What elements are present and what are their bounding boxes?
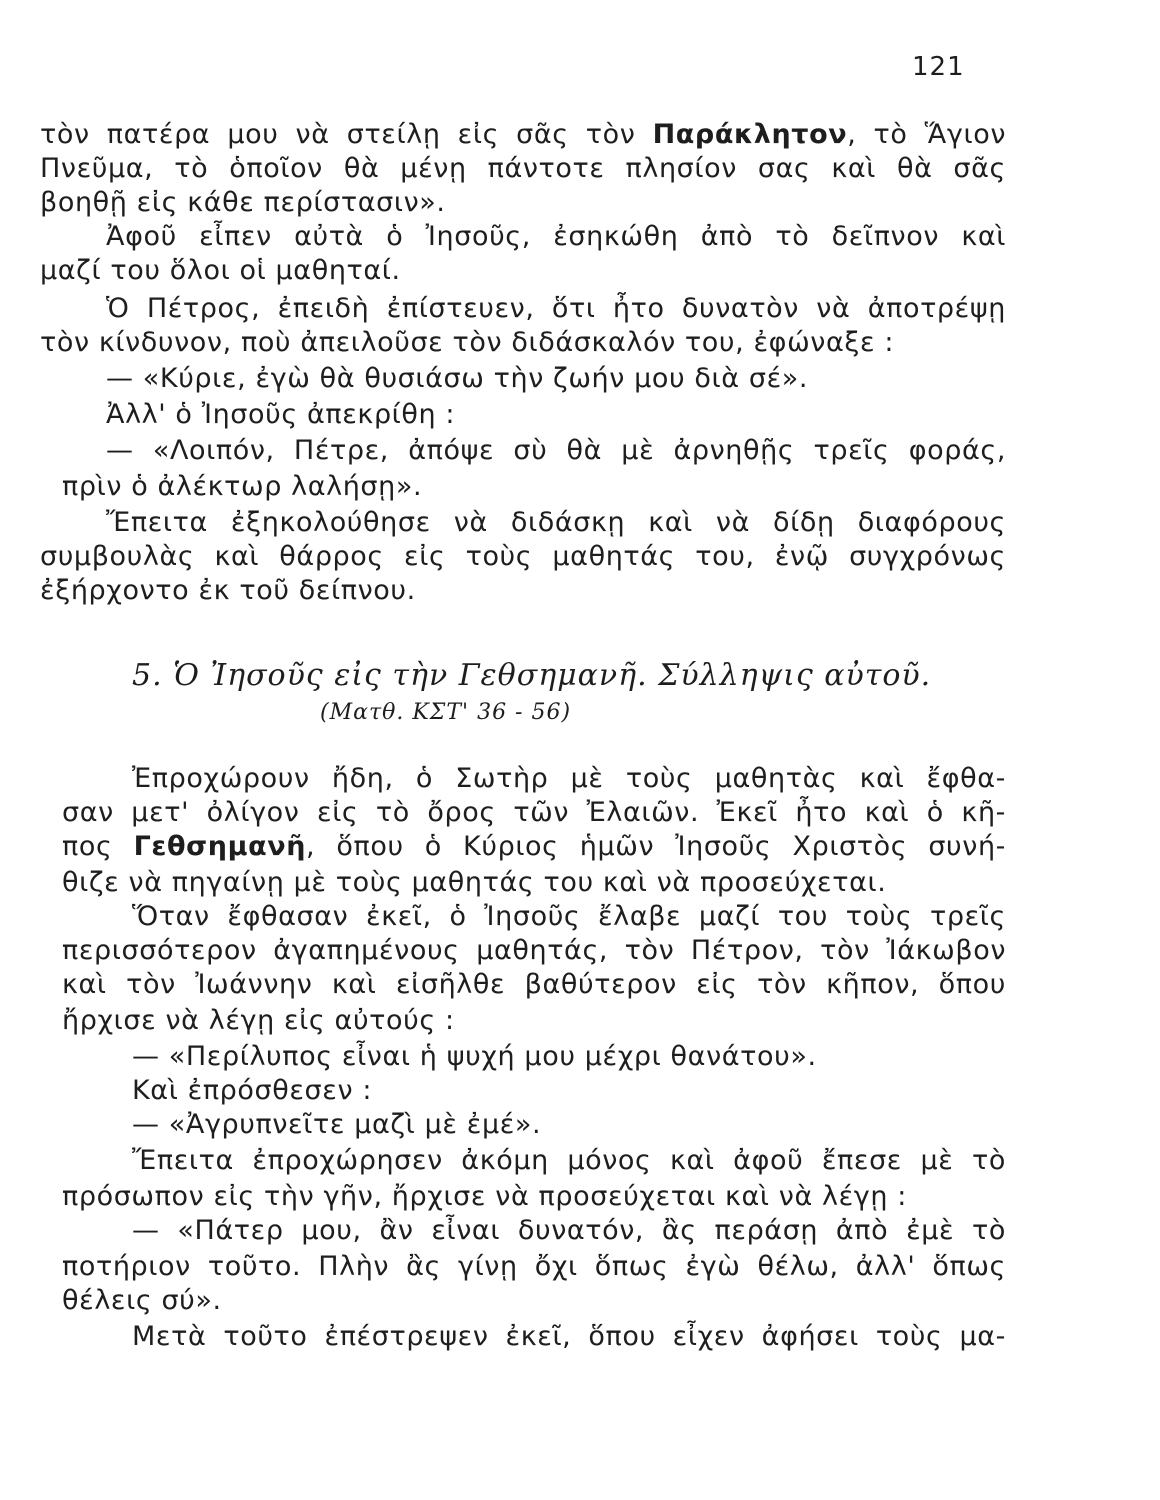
text-segment: Ἔπειτα ἐπροχώρησεν ἀκόμη μόνος καὶ ἀφοῦ ἔπεσε μὲ τὸ (132, 1145, 1006, 1176)
text-segment: — «Πάτερ μου, ἂν εἶναι δυνατόν, ἂς περάσῃ ἀπὸ ἐμὲ τὸ (132, 1215, 1006, 1246)
dialogue-line (132, 1040, 817, 1074)
bold-term-parakletos: Παράκλητον (652, 119, 848, 150)
text-segment: θιζε νὰ πηγαίνῃ μὲ τοὺς μαθητάς του καὶ νὰ προσεύχεται. (62, 867, 887, 898)
text-line (62, 1250, 1006, 1284)
text-segment: — «Ἀγρυπνεῖτε μαζὶ μὲ ἐμέ». (132, 1109, 542, 1140)
text-line (62, 830, 1006, 864)
text-segment: , τὸ Ἅγιον (847, 119, 1006, 150)
text-line (132, 1320, 1006, 1354)
text-line (132, 762, 1006, 796)
text-segment: Ἐπροχώρουν ἤδη, ὁ Σωτὴρ μὲ τοὺς μαθητὰς καὶ ἔφθα- (132, 763, 1006, 794)
text-segment: , ὅπου ὁ Κύριος ἡμῶν Ἰησοῦς Χριστὸς συνή- (306, 831, 1006, 862)
text-segment: σαν μετ' ὀλίγον εἰς τὸ ὄρος τῶν Ἐλαιῶν. Ἐκεῖ ἦτο καὶ ὁ κῆ- (62, 797, 1006, 828)
text-line: Ὁ Πέτρος, ἐπειδὴ ἐπίστευεν, ὅτι ἦτο δυνατὸν νὰ ἀποτρέψῃ (106, 293, 1006, 324)
text-line (62, 968, 1006, 1002)
text-line (132, 900, 1006, 934)
section-heading: 5. Ὁ Ἰησοῦς εἰς τὴν Γεθσημανῆ. Σύλληψις αὐτοῦ. (132, 658, 932, 693)
text-line (62, 796, 1006, 830)
dialogue-line: — «Λοιπόν, Πέτρε, ἀπόψε σὺ θὰ μὲ ἀρνηθῇς τρεῖς φοράς, (106, 435, 1006, 466)
text-segment: Μετὰ τοῦτο ἐπέστρεψεν ἐκεῖ, ὅπου εἶχεν ἀφήσει τοὺς μα- (132, 1321, 1006, 1352)
text-segment: πρόσωπον εἰς τὴν γῆν, ἤρχισε νὰ προσεύχεται καὶ νὰ λέγῃ : (62, 1181, 907, 1212)
text-segment: πος (62, 831, 134, 862)
bold-term-gethsemane: Γεθσημανῆ (133, 831, 307, 862)
text-line (132, 1144, 1006, 1178)
text-segment: — «Περίλυπος εἶναι ἡ ψυχή μου μέχρι θανάτου». (132, 1041, 817, 1072)
dialogue-line (132, 1108, 541, 1142)
text-segment: καὶ τὸν Ἰωάννην καὶ εἰσῆλθε βαθύτερον εἰς τὸν κῆπον, ὅπου (62, 969, 1006, 1000)
text-line (62, 1180, 907, 1214)
text-line: τὸν κίνδυνον, ποὺ ἀπειλοῦσε τὸν διδάσκαλόν του, ἐφώναξε : (40, 327, 895, 358)
section-reference: (Ματθ. ΚΣΤ' 36 - 56) (320, 700, 572, 725)
text-segment: τὸν πατέρα μου νὰ στείλῃ εἰς σᾶς τὸν (40, 119, 653, 150)
text-line (62, 934, 1006, 968)
text-line (62, 1004, 455, 1038)
dialogue-line: — «Κύριε, ἐγὼ θὰ θυσιάσω τὴν ζωήν μου διὰ σέ». (106, 363, 809, 394)
text-segment: περισσότερον ἀγαπημένους μαθητάς, τὸν Πέτρον, τὸν Ἰάκωβον (62, 935, 1006, 966)
text-line: Ἔπειτα ἐξηκολούθησε νὰ διδάσκῃ καὶ νὰ δίδῃ διαφόρους (106, 507, 1006, 538)
text-line (40, 118, 1006, 152)
page-number: 121 (912, 52, 965, 82)
text-segment: θέλεις σύ». (62, 1285, 222, 1316)
text-line: Πνεῦμα, τὸ ὁποῖον θὰ μένῃ πάντοτε πλησίον σας καὶ θὰ σᾶς (40, 153, 1006, 184)
text-line: Ἀφοῦ εἶπεν αὐτὰ ὁ Ἰησοῦς, ἐσηκώθη ἀπὸ τὸ δεῖπνον καὶ (106, 221, 1006, 252)
text-line: ἐξήρχοντο ἐκ τοῦ δείπνου. (40, 575, 416, 606)
text-segment: ἤρχισε νὰ λέγῃ εἰς αὐτούς : (62, 1005, 455, 1036)
text-segment: Ὅταν ἔφθασαν ἐκεῖ, ὁ Ἰησοῦς ἔλαβε μαζί του τοὺς τρεῖς (132, 901, 1006, 932)
text-line (62, 1284, 222, 1318)
text-line: μαζί του ὅλοι οἱ μαθηταί. (40, 255, 401, 286)
text-line: συμβουλὰς καὶ θάρρος εἰς τοὺς μαθητάς του, ἐνῷ συγχρόνως (40, 541, 1006, 572)
text-segment: ποτήριον τοῦτο. Πλὴν ἂς γίνῃ ὄχι ὅπως ἐγὼ θέλω, ἀλλ' ὅπως (62, 1251, 1006, 1282)
text-line (62, 866, 886, 900)
text-line: πρὶν ὁ ἀλέκτωρ λαλήσῃ». (62, 471, 423, 502)
text-line (132, 1074, 372, 1108)
text-line: βοηθῇ εἰς κάθε περίστασιν». (40, 187, 446, 218)
text-segment: Καὶ ἐπρόσθεσεν : (132, 1075, 373, 1106)
dialogue-line (132, 1214, 1006, 1248)
text-line: Ἀλλ' ὁ Ἰησοῦς ἀπεκρίθη : (106, 399, 456, 430)
